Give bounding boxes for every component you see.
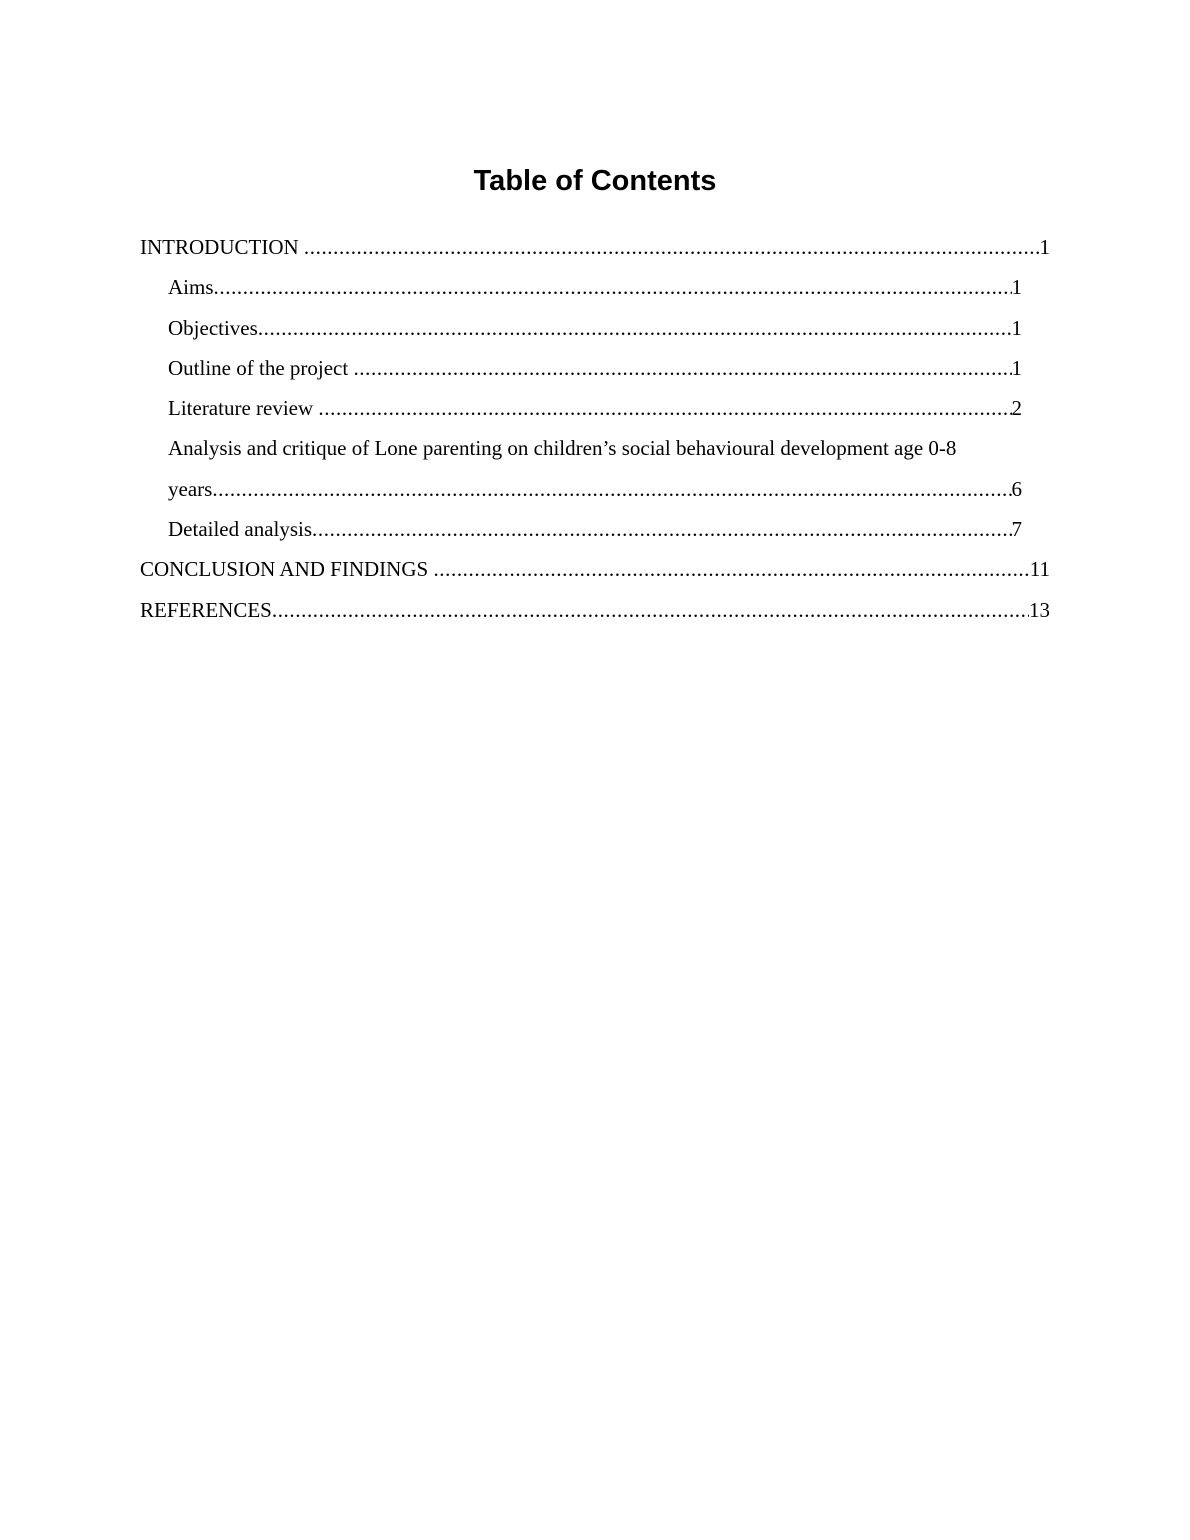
toc-entry-references[interactable] (140, 590, 1050, 630)
toc-link[interactable] (140, 590, 1050, 630)
toc-entry-label: Literature review (168, 396, 319, 421)
toc-entry-objectives[interactable] (168, 308, 1022, 348)
toc-page-number: 11 (1029, 557, 1050, 582)
toc-entry-label: Objectives (168, 315, 258, 340)
toc-entry-aims[interactable] (168, 267, 1022, 307)
toc-entry-analysis-critique[interactable] (168, 428, 1022, 509)
toc-dot-leader (212, 469, 1011, 509)
toc-link[interactable] (168, 388, 1022, 428)
toc-page-number: 1 (1011, 315, 1022, 340)
toc-dot-leader (272, 590, 1029, 630)
toc-link[interactable] (168, 308, 1022, 348)
toc-dot-leader (353, 348, 1011, 388)
toc-page-number: 2 (1011, 396, 1022, 421)
toc-heading: Table of Contents (473, 165, 717, 197)
toc-list (140, 227, 1050, 630)
toc-entry-label: Aims (168, 275, 214, 300)
toc-dot-leader (318, 388, 1011, 428)
toc-page-number: 6 (1011, 476, 1022, 501)
toc-entry-label: Outline of the project (168, 355, 354, 380)
toc-page-number: 1 (1011, 355, 1022, 380)
toc-entry-label: REFERENCES (140, 597, 272, 622)
toc-link[interactable] (140, 227, 1050, 267)
toc-page-number: 1 (1039, 235, 1050, 259)
toc-entry-detailed-analysis[interactable] (168, 509, 1022, 549)
toc-page-number: 7 (1011, 517, 1022, 542)
toc-page-number: 13 (1029, 597, 1050, 622)
toc-link[interactable] (168, 428, 1022, 509)
toc-entry-introduction[interactable] (140, 227, 1050, 267)
toc-dot-leader (214, 267, 1012, 307)
toc-entry-conclusion[interactable] (140, 549, 1050, 589)
toc-entry-literature-review[interactable] (168, 388, 1022, 428)
toc-dot-leader (312, 509, 1011, 549)
toc-entry-label-line1: Analysis and critique of Lone parenting on children’s social behavioural development age 0-8 (168, 436, 957, 461)
toc-entry-outline[interactable] (168, 348, 1022, 388)
toc-entry-label: years (168, 476, 213, 501)
toc-link[interactable] (168, 267, 1022, 307)
toc-entry-label: Detailed analysis (168, 517, 313, 542)
toc-dot-leader (433, 549, 1029, 589)
toc-entry-label: INTRODUCTION (140, 235, 304, 259)
toc-dot-leader (304, 227, 1040, 267)
toc-link[interactable] (140, 549, 1050, 589)
toc-link[interactable] (168, 348, 1022, 388)
toc-entry-label: CONCLUSION AND FINDINGS (140, 557, 434, 582)
toc-link[interactable] (168, 509, 1022, 549)
toc-page-number: 1 (1011, 275, 1022, 300)
toc-dot-leader (258, 308, 1012, 348)
